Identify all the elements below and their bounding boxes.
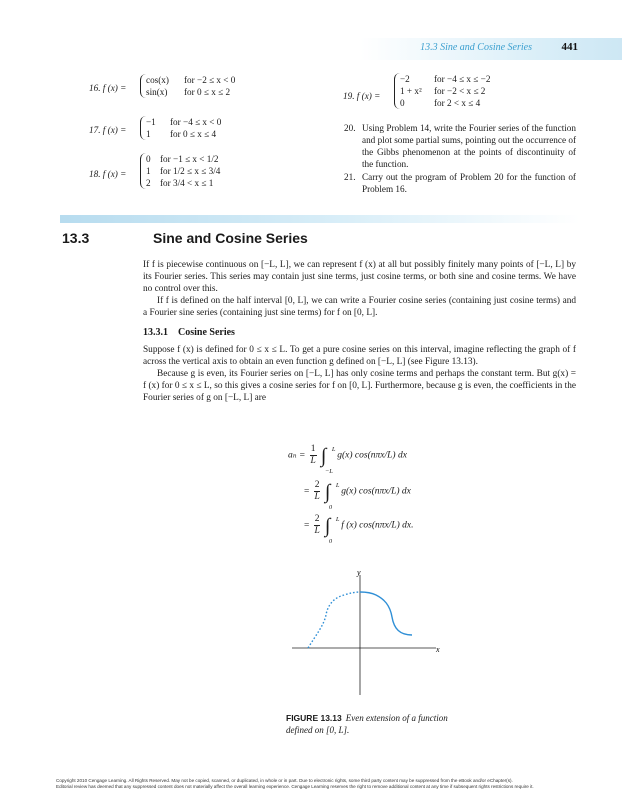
function-curve xyxy=(360,592,412,635)
integral-lower-limit: 0 xyxy=(328,537,333,545)
equation-lhs: aₙ = xyxy=(288,450,306,461)
subsection-heading xyxy=(143,327,576,338)
section-number: 13.3 xyxy=(62,230,90,246)
case-condition: for −1 ≤ x < 1/2 xyxy=(160,154,219,164)
figure-caption-text: Even extension of a function defined on [0, L]. xyxy=(286,713,448,735)
case-value: 1 xyxy=(146,166,151,176)
exercise-19-cases xyxy=(394,73,490,109)
paragraph-3: Suppose f (x) is defined for 0 ≤ x ≤ L. To get a pure cosine series on this interval, imagine reflecting the graph of f across the vertical axis to obtain an even function g defined on [−L, L] (see Figure 13.13). xyxy=(143,345,576,367)
exercise-20-number: 20. xyxy=(344,123,356,133)
fraction-numerator: 2 xyxy=(314,480,320,490)
case-condition: for 3/4 < x ≤ 1 xyxy=(160,178,214,188)
subsection-title: Cosine Series xyxy=(178,327,235,338)
exercise-16-label: 16. f (x) = xyxy=(89,83,127,93)
paragraph-4: Because g is even, its Fourier series on [−L, L] has only cosine terms and perhaps the constant term. But g(x) = f (x) for 0 ≤ x ≤ L, so this gives a cosine series for f on [0, L]. Furthermore, because g is even, the coefficients in the Fourier series of g on [−L, L] are xyxy=(143,369,576,403)
fraction-denominator: L xyxy=(314,492,320,502)
case-value: 1 + x² xyxy=(400,86,422,96)
fraction xyxy=(314,480,321,503)
page-number: 441 xyxy=(561,41,578,53)
case-condition: for −2 ≤ x < 0 xyxy=(184,75,236,85)
even-extension-curve xyxy=(308,592,360,648)
fraction-denominator: L xyxy=(310,456,316,466)
footer-line-1: Copyright 2010 Cengage Learning. All Rights Reserved. May not be copied, scanned, or duplicated, in whole or in part. Due to electronic rights, some third party content may be suppressed from the eBook and/or eChapter(s). xyxy=(56,778,513,783)
case-value: 0 xyxy=(400,98,405,108)
integrand: g(x) cos(nπx/L) dx xyxy=(341,486,411,497)
integral-upper-limit: L xyxy=(335,515,340,523)
case-condition: for −4 ≤ x ≤ −2 xyxy=(434,74,491,84)
integral-sign: ∫ L 0 xyxy=(325,482,339,502)
section-title: Sine and Cosine Series xyxy=(153,230,308,246)
integral-lower-limit: −L xyxy=(324,467,333,475)
integral-sign: ∫ L −L xyxy=(321,446,335,466)
integral-upper-limit: L xyxy=(331,445,336,453)
case-value: sin(x) xyxy=(146,87,168,97)
section-body xyxy=(143,259,576,404)
subsection-number: 13.3.1 xyxy=(143,327,168,338)
fraction xyxy=(310,444,317,467)
paragraph-2: If f is defined on the half interval [0, L], we can write a Fourier cosine series (containing just cosine terms) and a Fourier sine series (containing just sine terms) for f on [0, L]. xyxy=(143,296,576,318)
exercise-17-cases xyxy=(140,116,221,140)
equals-sign: = xyxy=(304,486,310,497)
y-axis-label: y xyxy=(357,568,361,577)
case-value: cos(x) xyxy=(146,75,169,85)
integral-sign: ∫ L 0 xyxy=(325,516,339,536)
fraction-numerator: 2 xyxy=(314,514,320,524)
exercise-21-text: Carry out the program of Problem 20 for the function of Problem 16. xyxy=(362,172,576,194)
fraction-denominator: L xyxy=(314,526,320,536)
equation-line-1 xyxy=(288,444,407,475)
exercise-16-cases xyxy=(140,74,235,98)
integral-lower-limit: 0 xyxy=(328,503,333,511)
equation-line-3 xyxy=(304,514,414,545)
case-value: −2 xyxy=(400,74,410,84)
exercise-20-text: Using Problem 14, write the Fourier series of the function and plot some partial sums, pointing out the occurrence of the Gibbs phenomenon at the points of discontinuity of the function. xyxy=(362,123,576,169)
paragraph-1: If f is piecewise continuous on [−L, L], we can represent f (x) at all but possibly finitely many points of [−L, L] by its Fourier series. This series may contain just sine terms, just cosine terms, or both sine and cosine terms. We have no control over this. xyxy=(143,260,576,294)
fraction xyxy=(314,514,321,537)
x-axis-label: x xyxy=(436,645,440,654)
exercise-19-label: 19. f (x) = xyxy=(343,91,381,101)
figure-13-13 xyxy=(286,565,446,700)
case-condition: for 0 ≤ x ≤ 4 xyxy=(170,129,217,139)
copyright-footer xyxy=(56,778,586,790)
exercise-21-number: 21. xyxy=(344,172,356,182)
exercise-17-label: 17. f (x) = xyxy=(89,125,127,135)
case-condition: for −2 < x ≤ 2 xyxy=(434,86,486,96)
exercise-18-label: 18. f (x) = xyxy=(89,169,127,179)
equals-sign: = xyxy=(304,520,310,531)
exercise-18-cases xyxy=(140,153,220,189)
section-divider-bar xyxy=(60,215,580,223)
case-value: 1 xyxy=(146,129,151,139)
fraction-numerator: 1 xyxy=(310,444,316,454)
case-condition: for −4 ≤ x < 0 xyxy=(170,117,222,127)
running-header xyxy=(0,34,622,60)
case-condition: for 2 < x ≤ 4 xyxy=(434,98,481,108)
figure-caption xyxy=(286,712,476,736)
case-value: 0 xyxy=(146,154,151,164)
case-condition: for 1/2 ≤ x ≤ 3/4 xyxy=(160,166,221,176)
running-title: 13.3 Sine and Cosine Series xyxy=(420,42,532,53)
case-value: −1 xyxy=(146,117,156,127)
figure-caption-label: FIGURE 13.13 xyxy=(286,713,342,723)
case-value: 2 xyxy=(146,178,151,188)
equation-line-2 xyxy=(304,480,411,511)
case-condition: for 0 ≤ x ≤ 2 xyxy=(184,87,231,97)
integrand: g(x) cos(nπx/L) dx xyxy=(337,450,407,461)
footer-line-2: Editorial review has deemed that any suppressed content does not materially affect the overall learning experience. Cengage Learning reserves the right to remove additional content at any time if subsequent rights restrictions require it. xyxy=(56,784,534,789)
integral-upper-limit: L xyxy=(335,481,340,489)
integrand: f (x) cos(nπx/L) dx. xyxy=(341,520,414,531)
